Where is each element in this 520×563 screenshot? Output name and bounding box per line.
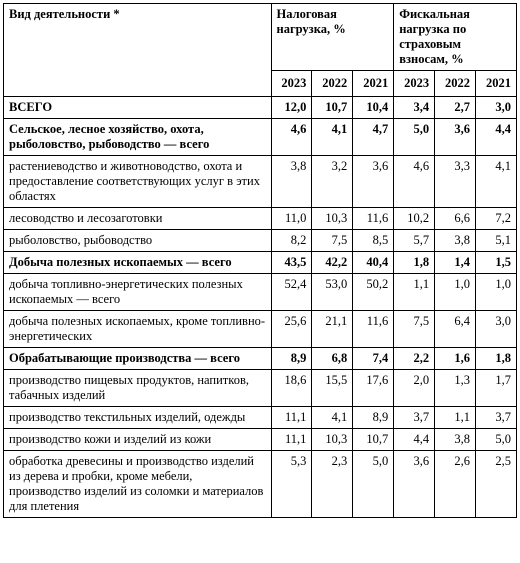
table-row (4, 156, 517, 208)
value-cell: 5,0 (394, 119, 435, 156)
value-cell: 10,7 (312, 97, 353, 119)
value-cell: 3,6 (394, 451, 435, 518)
value-cell: 1,3 (435, 370, 476, 407)
value-cell: 1,7 (476, 370, 517, 407)
table-row (4, 407, 517, 429)
value-cell: 3,8 (435, 429, 476, 451)
value-cell: 6,6 (435, 208, 476, 230)
value-cell: 43,5 (271, 252, 312, 274)
value-cell: 52,4 (271, 274, 312, 311)
value-cell: 6,8 (312, 348, 353, 370)
value-cell: 3,7 (394, 407, 435, 429)
activity-label: добыча полезных ископаемых, кроме топливно-энергетических (4, 311, 272, 348)
year-header: 2022 (435, 71, 476, 97)
value-cell: 5,1 (476, 230, 517, 252)
year-header: 2021 (353, 71, 394, 97)
value-cell: 2,6 (435, 451, 476, 518)
table-row (4, 252, 517, 274)
tax-burden-table (3, 3, 517, 518)
year-header: 2023 (271, 71, 312, 97)
value-cell: 1,4 (435, 252, 476, 274)
value-cell: 1,6 (435, 348, 476, 370)
value-cell: 40,4 (353, 252, 394, 274)
table-row (4, 274, 517, 311)
value-cell: 50,2 (353, 274, 394, 311)
value-cell: 1,8 (394, 252, 435, 274)
activity-label: рыболовство, рыбоводство (4, 230, 272, 252)
tax-burden-header: Налоговая нагрузка, % (271, 4, 394, 71)
year-header: 2023 (394, 71, 435, 97)
value-cell: 1,1 (435, 407, 476, 429)
activity-label: Обрабатывающие производства — всего (4, 348, 272, 370)
value-cell: 3,2 (312, 156, 353, 208)
activity-label: Добыча полезных ископаемых — всего (4, 252, 272, 274)
value-cell: 3,6 (353, 156, 394, 208)
activity-label: производство кожи и изделий из кожи (4, 429, 272, 451)
value-cell: 15,5 (312, 370, 353, 407)
table-row (4, 311, 517, 348)
table-row (4, 208, 517, 230)
value-cell: 21,1 (312, 311, 353, 348)
value-cell: 3,7 (476, 407, 517, 429)
value-cell: 10,7 (353, 429, 394, 451)
value-cell: 8,2 (271, 230, 312, 252)
activity-label: производство текстильных изделий, одежды (4, 407, 272, 429)
table-container (3, 3, 517, 563)
value-cell: 3,0 (476, 97, 517, 119)
value-cell: 5,0 (353, 451, 394, 518)
table-row (4, 370, 517, 407)
value-cell: 2,3 (312, 451, 353, 518)
value-cell: 4,1 (312, 407, 353, 429)
value-cell: 7,5 (394, 311, 435, 348)
value-cell: 3,6 (435, 119, 476, 156)
value-cell: 53,0 (312, 274, 353, 311)
table-body (4, 97, 517, 518)
value-cell: 1,8 (476, 348, 517, 370)
value-cell: 4,7 (353, 119, 394, 156)
value-cell: 11,6 (353, 208, 394, 230)
value-cell: 1,0 (435, 274, 476, 311)
value-cell: 3,4 (394, 97, 435, 119)
value-cell: 3,8 (271, 156, 312, 208)
value-cell: 12,0 (271, 97, 312, 119)
value-cell: 11,1 (271, 429, 312, 451)
value-cell: 4,6 (394, 156, 435, 208)
value-cell: 11,1 (271, 407, 312, 429)
value-cell: 11,0 (271, 208, 312, 230)
activity-label: производство пищевых продуктов, напитков, табачных изделий (4, 370, 272, 407)
value-cell: 4,6 (271, 119, 312, 156)
activity-label: Сельское, лесное хозяйство, охота, рыболовство, рыбоводство — всего (4, 119, 272, 156)
value-cell: 2,5 (476, 451, 517, 518)
table-row (4, 451, 517, 518)
value-cell: 5,7 (394, 230, 435, 252)
value-cell: 8,9 (271, 348, 312, 370)
value-cell: 3,8 (435, 230, 476, 252)
fiscal-burden-header: Фискальная нагрузка по страховым взносам, % (394, 4, 517, 71)
table-row (4, 348, 517, 370)
value-cell: 10,3 (312, 208, 353, 230)
value-cell: 25,6 (271, 311, 312, 348)
value-cell: 10,3 (312, 429, 353, 451)
value-cell: 7,4 (353, 348, 394, 370)
value-cell: 8,5 (353, 230, 394, 252)
value-cell: 4,1 (476, 156, 517, 208)
table-row (4, 429, 517, 451)
activity-label: лесоводство и лесозаготовки (4, 208, 272, 230)
value-cell: 7,5 (312, 230, 353, 252)
activity-column-header: Вид деятельности * (4, 4, 272, 97)
value-cell: 2,2 (394, 348, 435, 370)
value-cell: 2,7 (435, 97, 476, 119)
table-row (4, 230, 517, 252)
value-cell: 42,2 (312, 252, 353, 274)
year-header: 2022 (312, 71, 353, 97)
activity-label: добыча топливно-энергетических полезных ископаемых — всего (4, 274, 272, 311)
value-cell: 2,0 (394, 370, 435, 407)
value-cell: 1,0 (476, 274, 517, 311)
value-cell: 17,6 (353, 370, 394, 407)
table-row (4, 119, 517, 156)
value-cell: 3,0 (476, 311, 517, 348)
value-cell: 6,4 (435, 311, 476, 348)
value-cell: 7,2 (476, 208, 517, 230)
table-row (4, 97, 517, 119)
value-cell: 4,1 (312, 119, 353, 156)
value-cell: 18,6 (271, 370, 312, 407)
value-cell: 1,1 (394, 274, 435, 311)
value-cell: 5,3 (271, 451, 312, 518)
value-cell: 4,4 (394, 429, 435, 451)
value-cell: 3,3 (435, 156, 476, 208)
value-cell: 11,6 (353, 311, 394, 348)
value-cell: 1,5 (476, 252, 517, 274)
value-cell: 8,9 (353, 407, 394, 429)
value-cell: 4,4 (476, 119, 517, 156)
value-cell: 5,0 (476, 429, 517, 451)
year-header: 2021 (476, 71, 517, 97)
activity-label: ВСЕГО (4, 97, 272, 119)
value-cell: 10,4 (353, 97, 394, 119)
activity-label: обработка древесины и производство изделий из дерева и пробки, кроме мебели, производство изделий из соломки и материалов для плетения (4, 451, 272, 518)
value-cell: 10,2 (394, 208, 435, 230)
activity-label: растениеводство и животноводство, охота и предоставление соответствующих услуг в этих областях (4, 156, 272, 208)
